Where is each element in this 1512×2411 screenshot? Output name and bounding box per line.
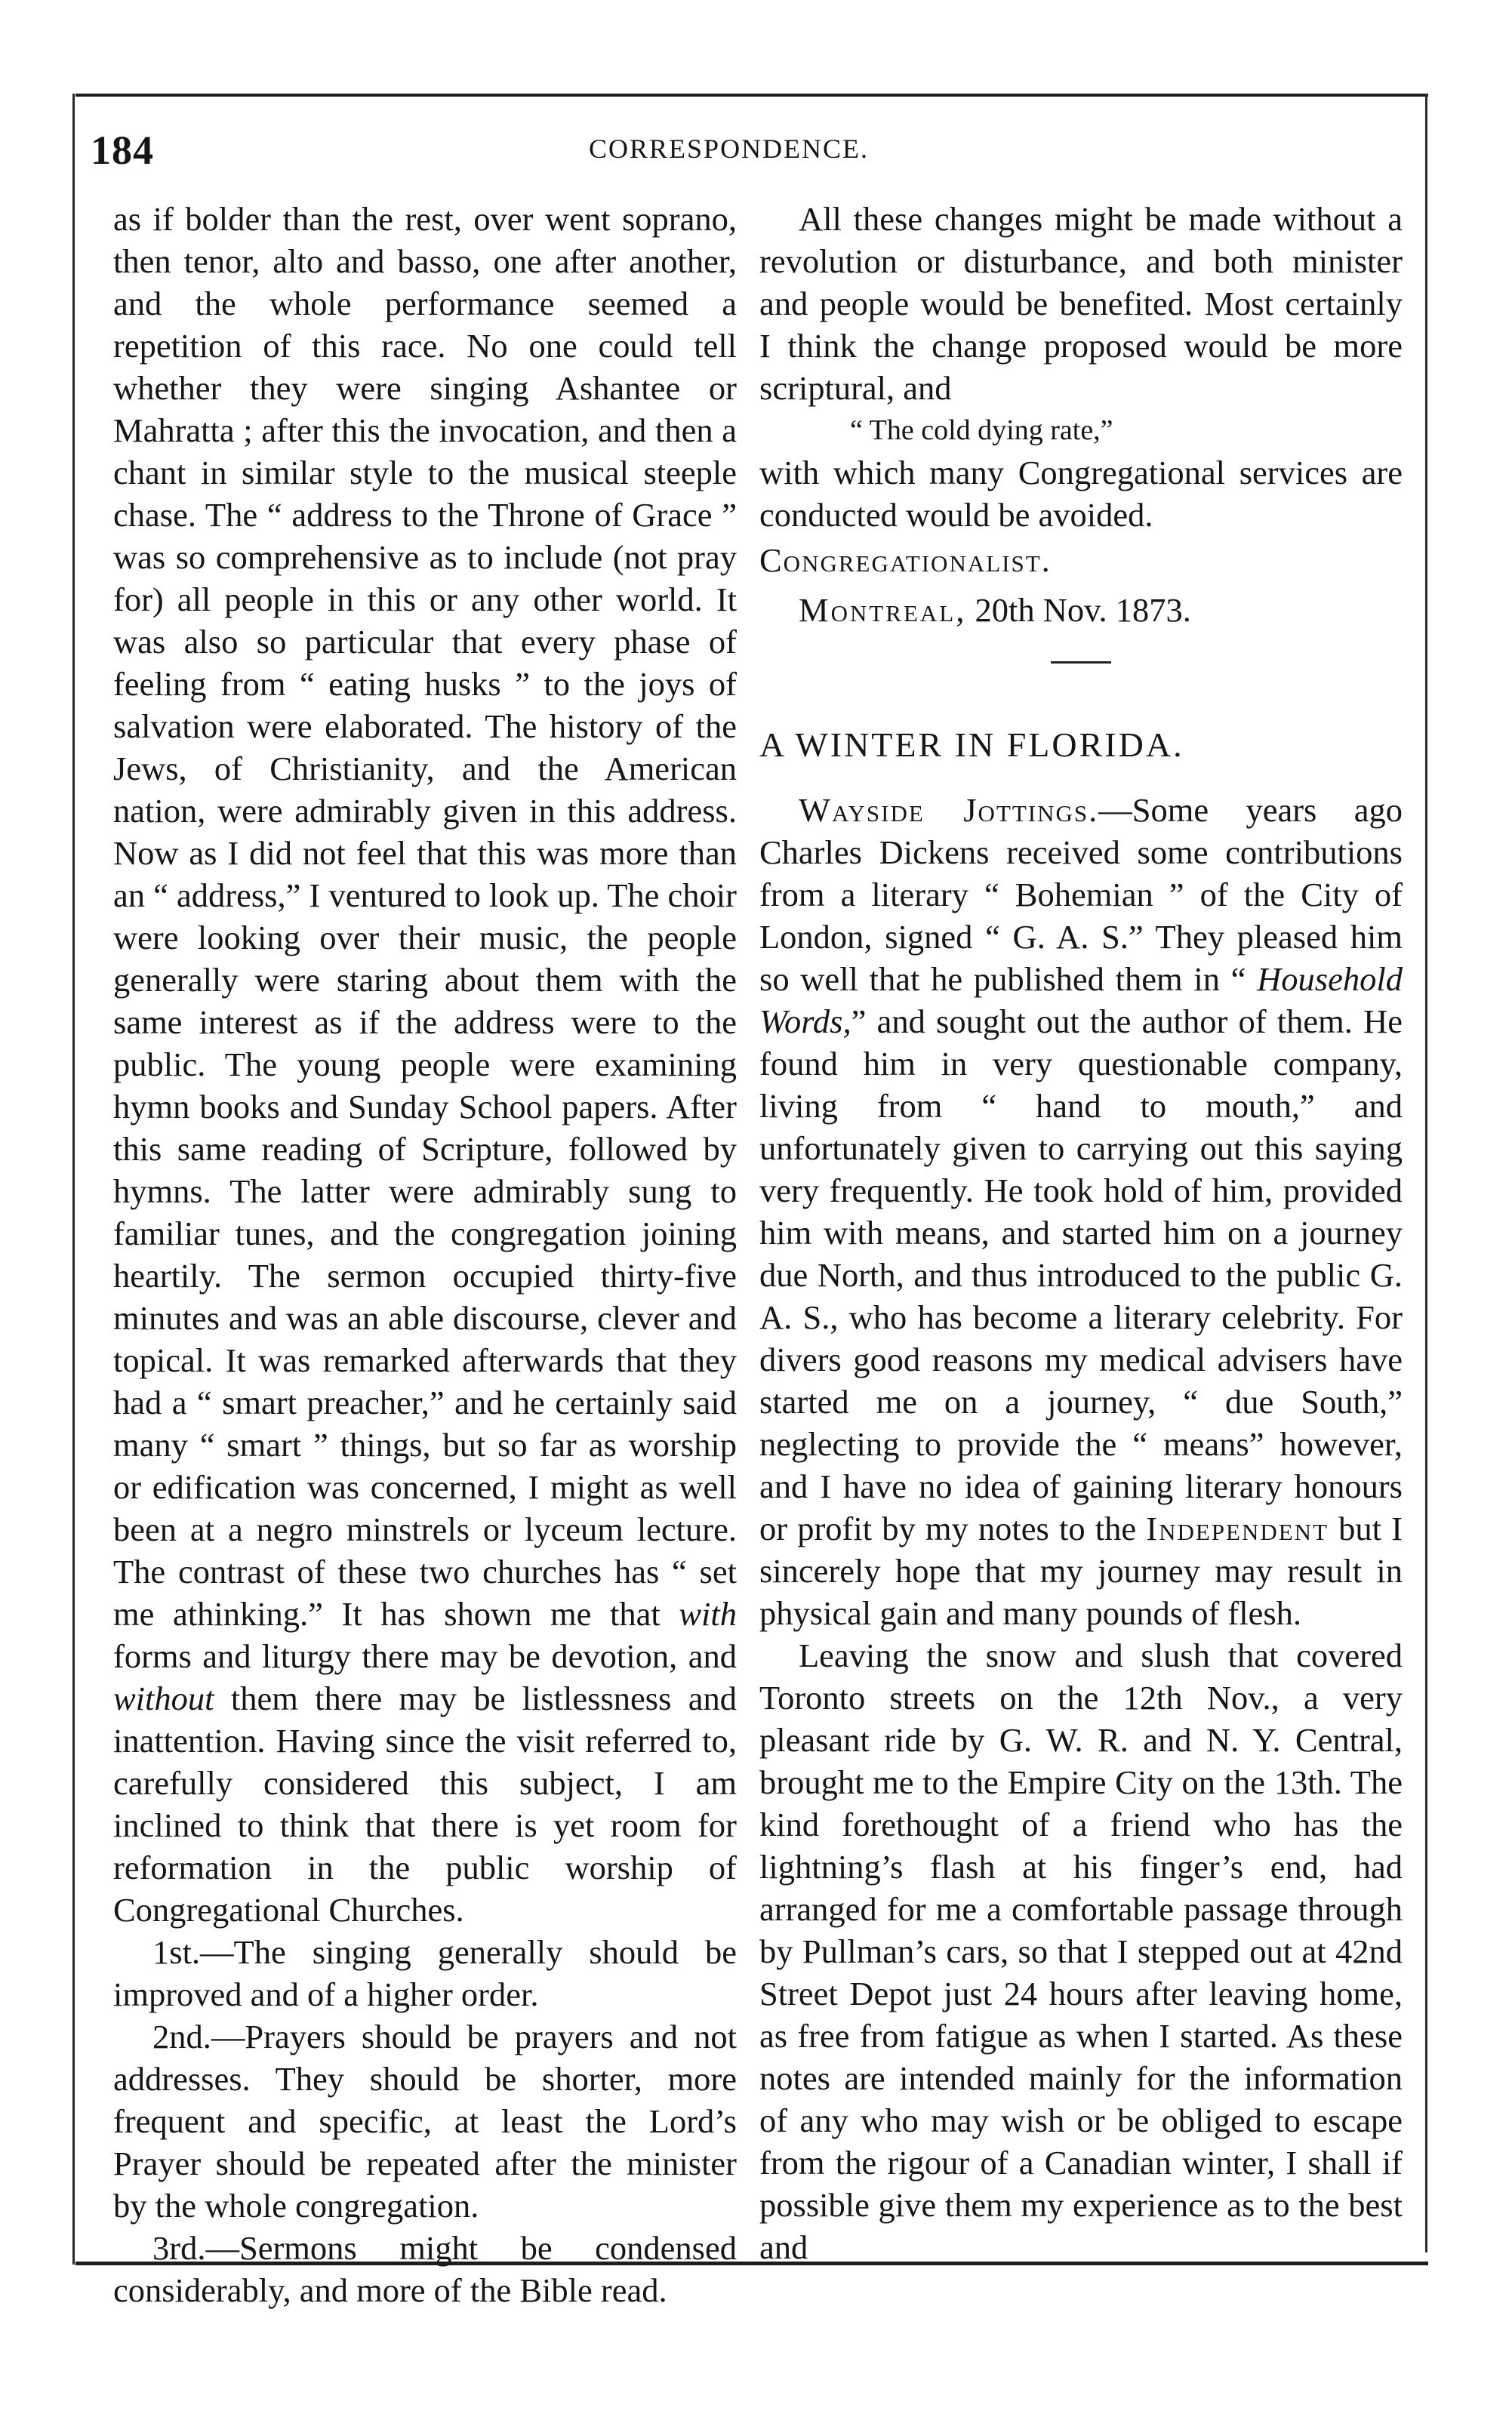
left-column [113,198,737,2311]
continued-paragraph [113,198,737,1931]
closing-paragraph: All these changes might be made without a revolution or disturbance, and both minister and people would be benefited. Most certainly I think the change proposed would be more scriptural, and [759,200,1403,407]
paragraph-text: —Some years ago Charles Dickens received some contributions from a literary “ Bohemian ” of the City of London, signed “ G. A. S.” They pleased him so well that he published them in “ [759,791,1403,998]
right-border-rule [1425,94,1427,2252]
small-caps-word: Independent [1146,1510,1329,1547]
quoted-line: “ The cold dying rate,” [850,414,1113,446]
lead-in: Wayside Jottings. [799,791,1099,829]
top-border-rule [75,94,1428,97]
running-head: CORRESPONDENCE. [589,134,870,164]
paragraph-text: forms and liturgy there may be devotion, and [113,1637,737,1675]
paragraph-text: but I sincerely hope that my journey may result in physical gain and many pounds of flesh. [759,1510,1403,1632]
list-item-second: 2nd.—Prayers should be prayers and not addresses. They should be shorter, more frequent and specific, at least the Lord’s Prayer should be repeated after the minister by the whole congregation. [113,2018,737,2225]
paragraph-text: as if bolder than the rest, over went soprano, then tenor, alto and basso, one after another, and the whole performance seemed a repetition of this race. No one could tell whether they were singing Ashantee or Mahratta ; after this the invocation, and then a chant in similar style to the musical steeple chase. The “ address to the Throne of Grace ” was so comprehensive as to include (not pray for) all people in this or any other world. It was also so particular that every phase of feeling from “ eating husks ” to the joys of salvation were elaborated. The history of the Jews, of Christianity, and the American nation, were admirably given in this address. Now as I did not feel that this was more than an “ address,” I ventured to look up. The choir were looking over their music, the people generally were staring about them with the same interest as if the address were to the public. The young people were examining hymn books and Sunday School papers. After this same reading of Scripture, followed by hymns. The latter were admirably sung to familiar tunes, and the congregation joining heartily. The sermon occupied thirty-five minutes and was an able discourse, clever and topical. It was remarked afterwards that they had a “ smart preacher,” and he certainly said many “ smart ” things, but so far as worship or edification was concerned, I might as well been at a negro minstrels or lyceum lecture. The contrast of these two churches has “ set me athinking.” It has shown me that [113,200,737,1633]
section-divider [1051,661,1111,664]
dateline [799,589,1403,631]
paragraph-text: them there may be listlessness and inattention. Having since the visit referred to, carefully considered this subject, I am inclined to think that there is yet room for reformation in the public worship of Congregational Churches. [113,1680,737,1929]
italic-word: with [679,1595,737,1633]
dateline-date: 20th Nov. 1873. [966,591,1191,629]
left-border-rule [72,94,75,2265]
article-title: A WINTER IN FLORIDA. [759,725,1184,764]
right-column [759,198,1403,2268]
list-item-third: 3rd.—Sermons might be condensed considerably, and more of the Bible read. [113,2229,737,2309]
italic-word: without [113,1680,214,1717]
page-number: 184 [91,128,154,173]
article-paragraph: Leaving the snow and slush that covered Toronto streets on the 12th Nov., a very pleasant ride by G. W. R. and N. Y. Central, brought me to the Empire City on the 13th. The kind forethought of a friend who has the lightning’s flash at his finger’s end, had arranged for me a comfortable passage through by Pullman’s cars, so that I stepped out at 42nd Street Depot just 24 hours after leaving home, as free from fatigue as when I started. As these notes are intended mainly for the information of any who may wish or be obliged to escape from the rigour of a Canadian winter, I shall if possible give them my experience as to the best and [759,1637,1403,2266]
signature: Congregationalist. [759,541,1052,579]
article-paragraph [759,789,1403,1634]
paragraph-text: ” and sought out the author of them. He found him in very questionable company, living from “ hand to mouth,” and unfortunately given to carrying out this saying very frequently. He took hold of him, provided him with means, and started him on a journey due North, and thus introduced to the public G. A. S., who has become a literary celebrity. For divers good reasons my medical advisers have started me on a journey, “ due South,” neglecting to provide the “ means” however, and I have no idea of gaining literary honours or profit by my notes to the [759,1002,1403,1547]
closing-paragraph-continued: with which many Congregational services are conducted would be avoided. [759,454,1403,534]
italic-title: Household Words, [759,960,1403,1040]
dateline-place: Montreal, [799,591,967,629]
list-item-first: 1st.—The singing generally should be improved and of a higher order. [113,1933,737,2013]
